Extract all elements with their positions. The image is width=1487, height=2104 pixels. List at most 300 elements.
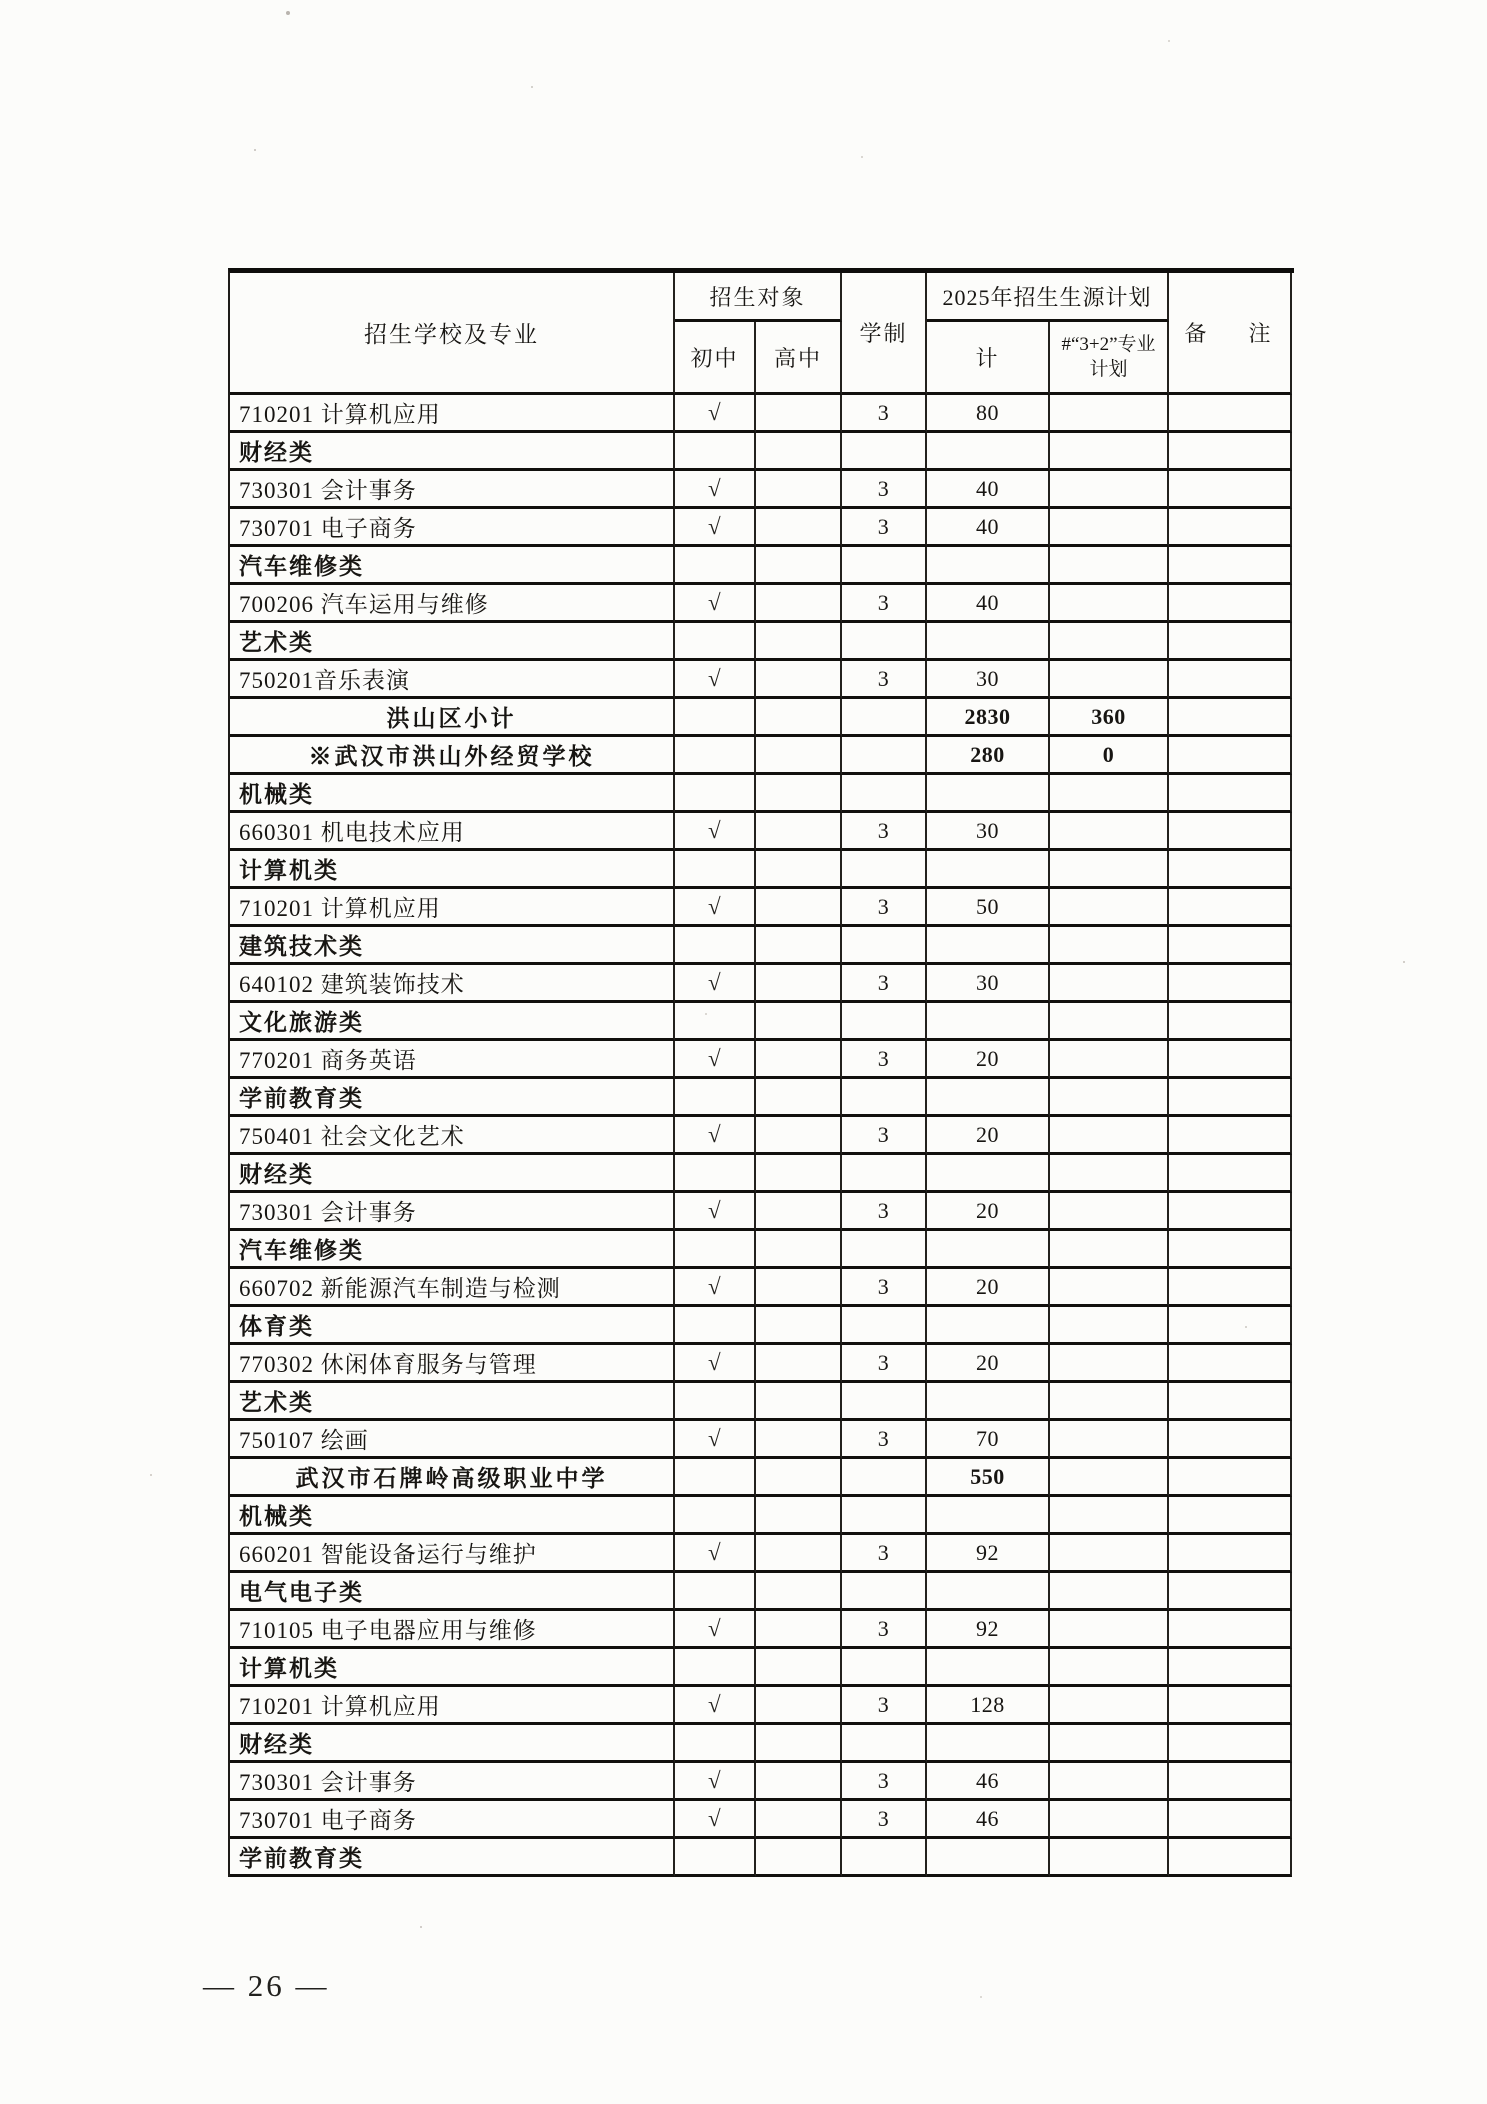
school-major-cell: 660201 智能设备运行与维护 — [230, 1535, 675, 1573]
senior-check-cell — [756, 661, 842, 699]
school-major-cell: 建筑技术类 — [230, 927, 675, 965]
total-cell: 80 — [927, 395, 1050, 433]
senior-check-cell — [756, 813, 842, 851]
senior-check-cell — [756, 1801, 842, 1839]
plan32-cell — [1050, 661, 1169, 699]
school-major-cell: 660301 机电技术应用 — [230, 813, 675, 851]
remark-cell — [1169, 1383, 1292, 1421]
junior-check-cell — [675, 737, 756, 775]
senior-check-cell — [756, 623, 842, 661]
total-cell — [927, 433, 1050, 471]
senior-check-cell — [756, 1041, 842, 1079]
table-row — [230, 1611, 1294, 1649]
plan32-cell — [1050, 1003, 1169, 1041]
remark-cell — [1169, 661, 1292, 699]
school-major-cell: 机械类 — [230, 775, 675, 813]
plan32-cell — [1050, 1307, 1169, 1345]
total-cell: 20 — [927, 1117, 1050, 1155]
school-major-cell: 730301 会计事务 — [230, 471, 675, 509]
header-remark: 备 注 — [1169, 273, 1292, 395]
years-cell — [842, 1231, 927, 1269]
senior-check-cell — [756, 889, 842, 927]
senior-check-cell — [756, 1573, 842, 1611]
remark-cell — [1169, 547, 1292, 585]
remark-cell — [1169, 1459, 1292, 1497]
table-row — [230, 813, 1294, 851]
years-cell — [842, 851, 927, 889]
years-cell: 3 — [842, 1611, 927, 1649]
table-row — [230, 1649, 1294, 1687]
total-cell — [927, 547, 1050, 585]
school-major-cell: 730301 会计事务 — [230, 1193, 675, 1231]
remark-cell — [1169, 509, 1292, 547]
years-cell: 3 — [842, 1801, 927, 1839]
school-major-cell: 770302 休闲体育服务与管理 — [230, 1345, 675, 1383]
senior-check-cell — [756, 1649, 842, 1687]
senior-check-cell — [756, 775, 842, 813]
school-major-cell: 750401 社会文化艺术 — [230, 1117, 675, 1155]
total-cell — [927, 1573, 1050, 1611]
junior-check-cell — [675, 1497, 756, 1535]
school-major-cell: 710105 电子电器应用与维修 — [230, 1611, 675, 1649]
remark-cell — [1169, 1611, 1292, 1649]
plan32-cell — [1050, 1459, 1169, 1497]
school-major-cell: 710201 计算机应用 — [230, 889, 675, 927]
total-cell: 20 — [927, 1345, 1050, 1383]
header-plan-3plus2-line1: #“3+2”专业 — [1061, 334, 1156, 355]
total-cell — [927, 851, 1050, 889]
years-cell — [842, 1725, 927, 1763]
plan32-cell: 0 — [1050, 737, 1169, 775]
table-row — [230, 661, 1294, 699]
table-body — [230, 395, 1294, 1877]
remark-cell — [1169, 1839, 1292, 1877]
total-cell: 550 — [927, 1459, 1050, 1497]
school-major-cell: 750107 绘画 — [230, 1421, 675, 1459]
years-cell: 3 — [842, 1421, 927, 1459]
years-cell: 3 — [842, 1763, 927, 1801]
table-row — [230, 851, 1294, 889]
total-cell — [927, 1497, 1050, 1535]
junior-check-cell: √ — [675, 1421, 756, 1459]
total-cell: 40 — [927, 471, 1050, 509]
table-row — [230, 737, 1294, 775]
remark-cell — [1169, 395, 1292, 433]
total-cell — [927, 1155, 1050, 1193]
table-row — [230, 585, 1294, 623]
senior-check-cell — [756, 585, 842, 623]
total-cell: 20 — [927, 1041, 1050, 1079]
school-major-cell: 750201音乐表演 — [230, 661, 675, 699]
plan32-cell — [1050, 623, 1169, 661]
senior-check-cell — [756, 1079, 842, 1117]
remark-cell — [1169, 1649, 1292, 1687]
junior-check-cell: √ — [675, 965, 756, 1003]
junior-check-cell — [675, 699, 756, 737]
header-plan-3plus2-line2: 计划 — [1089, 359, 1128, 380]
table-row — [230, 1839, 1294, 1877]
table-row — [230, 1269, 1294, 1307]
table-row — [230, 1687, 1294, 1725]
junior-check-cell — [675, 1231, 756, 1269]
table-row — [230, 1497, 1294, 1535]
school-major-cell: 洪山区小计 — [230, 699, 675, 737]
junior-check-cell: √ — [675, 889, 756, 927]
total-cell: 30 — [927, 661, 1050, 699]
remark-cell — [1169, 737, 1292, 775]
total-cell: 20 — [927, 1269, 1050, 1307]
table-row — [230, 433, 1294, 471]
remark-cell — [1169, 927, 1292, 965]
total-cell: 20 — [927, 1193, 1050, 1231]
table-row — [230, 471, 1294, 509]
junior-check-cell — [675, 623, 756, 661]
senior-check-cell — [756, 509, 842, 547]
header-schooling-years: 学制 — [842, 273, 927, 395]
remark-cell — [1169, 1573, 1292, 1611]
school-major-cell: 计算机类 — [230, 851, 675, 889]
junior-check-cell — [675, 1383, 756, 1421]
junior-check-cell — [675, 1307, 756, 1345]
header-plan-3plus2 — [1050, 322, 1169, 395]
junior-check-cell: √ — [675, 1611, 756, 1649]
senior-check-cell — [756, 1535, 842, 1573]
years-cell — [842, 1307, 927, 1345]
total-cell: 92 — [927, 1535, 1050, 1573]
years-cell: 3 — [842, 1535, 927, 1573]
years-cell: 3 — [842, 1269, 927, 1307]
remark-cell — [1169, 699, 1292, 737]
table-row — [230, 965, 1294, 1003]
senior-check-cell — [756, 1003, 842, 1041]
total-cell: 92 — [927, 1611, 1050, 1649]
total-cell — [927, 1649, 1050, 1687]
years-cell — [842, 547, 927, 585]
table-row — [230, 1725, 1294, 1763]
senior-check-cell — [756, 1687, 842, 1725]
junior-check-cell — [675, 1839, 756, 1877]
years-cell — [842, 1383, 927, 1421]
school-major-cell: 汽车维修类 — [230, 1231, 675, 1269]
school-major-cell: 电气电子类 — [230, 1573, 675, 1611]
plan32-cell — [1050, 1611, 1169, 1649]
senior-check-cell — [756, 737, 842, 775]
total-cell — [927, 1839, 1050, 1877]
years-cell: 3 — [842, 889, 927, 927]
senior-check-cell — [756, 1307, 842, 1345]
plan32-cell — [1050, 851, 1169, 889]
plan32-cell — [1050, 1725, 1169, 1763]
junior-check-cell: √ — [675, 1535, 756, 1573]
remark-cell — [1169, 1535, 1292, 1573]
remark-cell — [1169, 471, 1292, 509]
total-cell — [927, 1231, 1050, 1269]
plan32-cell — [1050, 1269, 1169, 1307]
school-major-cell: 770201 商务英语 — [230, 1041, 675, 1079]
table-row — [230, 889, 1294, 927]
total-cell: 30 — [927, 813, 1050, 851]
plan32-cell — [1050, 1649, 1169, 1687]
senior-check-cell — [756, 1497, 842, 1535]
school-major-cell: 财经类 — [230, 433, 675, 471]
school-major-cell: 学前教育类 — [230, 1839, 675, 1877]
school-major-cell: 体育类 — [230, 1307, 675, 1345]
table-row — [230, 1231, 1294, 1269]
table-row — [230, 1421, 1294, 1459]
total-cell: 46 — [927, 1801, 1050, 1839]
plan32-cell — [1050, 547, 1169, 585]
table-row — [230, 1459, 1294, 1497]
plan32-cell — [1050, 775, 1169, 813]
remark-cell — [1169, 1117, 1292, 1155]
remark-cell — [1169, 1079, 1292, 1117]
junior-check-cell: √ — [675, 1801, 756, 1839]
plan32-cell — [1050, 1801, 1169, 1839]
years-cell — [842, 1079, 927, 1117]
table-row — [230, 1345, 1294, 1383]
school-major-cell: 艺术类 — [230, 1383, 675, 1421]
plan32-cell — [1050, 1117, 1169, 1155]
school-major-cell: 艺术类 — [230, 623, 675, 661]
junior-check-cell — [675, 433, 756, 471]
plan32-cell — [1050, 1687, 1169, 1725]
senior-check-cell — [756, 851, 842, 889]
senior-check-cell — [756, 1117, 842, 1155]
header-target-group: 招生对象 — [675, 273, 842, 322]
junior-check-cell: √ — [675, 1193, 756, 1231]
junior-check-cell — [675, 547, 756, 585]
plan32-cell: 360 — [1050, 699, 1169, 737]
remark-cell — [1169, 1193, 1292, 1231]
years-cell: 3 — [842, 661, 927, 699]
junior-check-cell: √ — [675, 585, 756, 623]
total-cell — [927, 775, 1050, 813]
years-cell — [842, 433, 927, 471]
table-row — [230, 1155, 1294, 1193]
remark-cell — [1169, 1307, 1292, 1345]
senior-check-cell — [756, 699, 842, 737]
senior-check-cell — [756, 1383, 842, 1421]
table-row — [230, 1573, 1294, 1611]
years-cell: 3 — [842, 471, 927, 509]
total-cell — [927, 927, 1050, 965]
total-cell: 40 — [927, 509, 1050, 547]
years-cell — [842, 1839, 927, 1877]
header-senior-high: 高中 — [756, 322, 842, 395]
total-cell: 30 — [927, 965, 1050, 1003]
school-major-cell: 730701 电子商务 — [230, 509, 675, 547]
table-row — [230, 927, 1294, 965]
school-major-cell: 660702 新能源汽车制造与检测 — [230, 1269, 675, 1307]
remark-cell — [1169, 1041, 1292, 1079]
remark-cell — [1169, 851, 1292, 889]
header-total: 计 — [927, 322, 1050, 395]
school-major-cell: 学前教育类 — [230, 1079, 675, 1117]
table-row — [230, 1193, 1294, 1231]
total-cell: 40 — [927, 585, 1050, 623]
years-cell — [842, 1459, 927, 1497]
table-row — [230, 1041, 1294, 1079]
senior-check-cell — [756, 1231, 842, 1269]
junior-check-cell — [675, 1079, 756, 1117]
years-cell — [842, 1155, 927, 1193]
junior-check-cell — [675, 1459, 756, 1497]
years-cell: 3 — [842, 585, 927, 623]
years-cell — [842, 1003, 927, 1041]
enrollment-table — [228, 268, 1294, 1877]
years-cell: 3 — [842, 1345, 927, 1383]
years-cell — [842, 1649, 927, 1687]
plan32-cell — [1050, 889, 1169, 927]
plan32-cell — [1050, 585, 1169, 623]
plan32-cell — [1050, 395, 1169, 433]
total-cell: 2830 — [927, 699, 1050, 737]
plan32-cell — [1050, 509, 1169, 547]
table-row — [230, 1801, 1294, 1839]
plan32-cell — [1050, 433, 1169, 471]
total-cell: 50 — [927, 889, 1050, 927]
plan32-cell — [1050, 1231, 1169, 1269]
years-cell: 3 — [842, 1117, 927, 1155]
school-major-cell: 730301 会计事务 — [230, 1763, 675, 1801]
junior-check-cell: √ — [675, 395, 756, 433]
school-major-cell: 汽车维修类 — [230, 547, 675, 585]
years-cell — [842, 1573, 927, 1611]
remark-cell — [1169, 1763, 1292, 1801]
senior-check-cell — [756, 1421, 842, 1459]
remark-cell — [1169, 585, 1292, 623]
total-cell — [927, 1307, 1050, 1345]
total-cell — [927, 1079, 1050, 1117]
years-cell — [842, 775, 927, 813]
table-row — [230, 623, 1294, 661]
years-cell: 3 — [842, 1687, 927, 1725]
remark-cell — [1169, 1421, 1292, 1459]
junior-check-cell: √ — [675, 1117, 756, 1155]
plan32-cell — [1050, 965, 1169, 1003]
senior-check-cell — [756, 1345, 842, 1383]
years-cell: 3 — [842, 813, 927, 851]
table-row — [230, 775, 1294, 813]
senior-check-cell — [756, 547, 842, 585]
remark-cell — [1169, 1231, 1292, 1269]
junior-check-cell — [675, 927, 756, 965]
senior-check-cell — [756, 1193, 842, 1231]
junior-check-cell: √ — [675, 1345, 756, 1383]
remark-cell — [1169, 813, 1292, 851]
total-cell — [927, 1383, 1050, 1421]
table-row — [230, 1383, 1294, 1421]
total-cell — [927, 623, 1050, 661]
remark-cell — [1169, 889, 1292, 927]
school-major-cell: 710201 计算机应用 — [230, 1687, 675, 1725]
table-row — [230, 547, 1294, 585]
plan32-cell — [1050, 1155, 1169, 1193]
senior-check-cell — [756, 1155, 842, 1193]
school-major-cell: 640102 建筑装饰技术 — [230, 965, 675, 1003]
remark-cell — [1169, 1155, 1292, 1193]
table-row — [230, 1307, 1294, 1345]
remark-cell — [1169, 623, 1292, 661]
junior-check-cell: √ — [675, 1763, 756, 1801]
table-header — [230, 273, 1294, 395]
total-cell: 280 — [927, 737, 1050, 775]
years-cell: 3 — [842, 1193, 927, 1231]
school-major-cell: 文化旅游类 — [230, 1003, 675, 1041]
table-row — [230, 395, 1294, 433]
years-cell: 3 — [842, 395, 927, 433]
senior-check-cell — [756, 1839, 842, 1877]
senior-check-cell — [756, 471, 842, 509]
plan32-cell — [1050, 927, 1169, 965]
years-cell — [842, 699, 927, 737]
years-cell — [842, 1497, 927, 1535]
table-row — [230, 1079, 1294, 1117]
remark-cell — [1169, 1497, 1292, 1535]
page-number: — 26 — — [203, 1968, 330, 2003]
remark-cell — [1169, 1345, 1292, 1383]
remark-cell — [1169, 1269, 1292, 1307]
plan32-cell — [1050, 471, 1169, 509]
remark-cell — [1169, 1725, 1292, 1763]
total-cell — [927, 1003, 1050, 1041]
plan32-cell — [1050, 1041, 1169, 1079]
senior-check-cell — [756, 927, 842, 965]
senior-check-cell — [756, 433, 842, 471]
junior-check-cell: √ — [675, 813, 756, 851]
years-cell: 3 — [842, 965, 927, 1003]
years-cell: 3 — [842, 1041, 927, 1079]
header-school-major: 招生学校及专业 — [230, 273, 675, 395]
junior-check-cell: √ — [675, 1687, 756, 1725]
scan-noise — [0, 0, 2, 2]
remark-cell — [1169, 433, 1292, 471]
plan32-cell — [1050, 1421, 1169, 1459]
plan32-cell — [1050, 1535, 1169, 1573]
header-junior-high: 初中 — [675, 322, 756, 395]
senior-check-cell — [756, 395, 842, 433]
plan32-cell — [1050, 1193, 1169, 1231]
years-cell — [842, 737, 927, 775]
junior-check-cell: √ — [675, 661, 756, 699]
total-cell: 128 — [927, 1687, 1050, 1725]
junior-check-cell — [675, 1003, 756, 1041]
table-row — [230, 1003, 1294, 1041]
school-major-cell: 武汉市石牌岭高级职业中学 — [230, 1459, 675, 1497]
senior-check-cell — [756, 1269, 842, 1307]
senior-check-cell — [756, 1725, 842, 1763]
school-major-cell: 财经类 — [230, 1155, 675, 1193]
years-cell — [842, 623, 927, 661]
plan32-cell — [1050, 1497, 1169, 1535]
total-cell: 70 — [927, 1421, 1050, 1459]
junior-check-cell: √ — [675, 1269, 756, 1307]
plan32-cell — [1050, 1345, 1169, 1383]
junior-check-cell: √ — [675, 1041, 756, 1079]
senior-check-cell — [756, 1611, 842, 1649]
table-row — [230, 699, 1294, 737]
school-major-cell: 700206 汽车运用与维修 — [230, 585, 675, 623]
school-major-cell: ※武汉市洪山外经贸学校 — [230, 737, 675, 775]
plan32-cell — [1050, 1079, 1169, 1117]
table-row — [230, 509, 1294, 547]
years-cell: 3 — [842, 509, 927, 547]
school-major-cell: 730701 电子商务 — [230, 1801, 675, 1839]
total-cell — [927, 1725, 1050, 1763]
senior-check-cell — [756, 965, 842, 1003]
remark-cell — [1169, 1801, 1292, 1839]
school-major-cell: 财经类 — [230, 1725, 675, 1763]
